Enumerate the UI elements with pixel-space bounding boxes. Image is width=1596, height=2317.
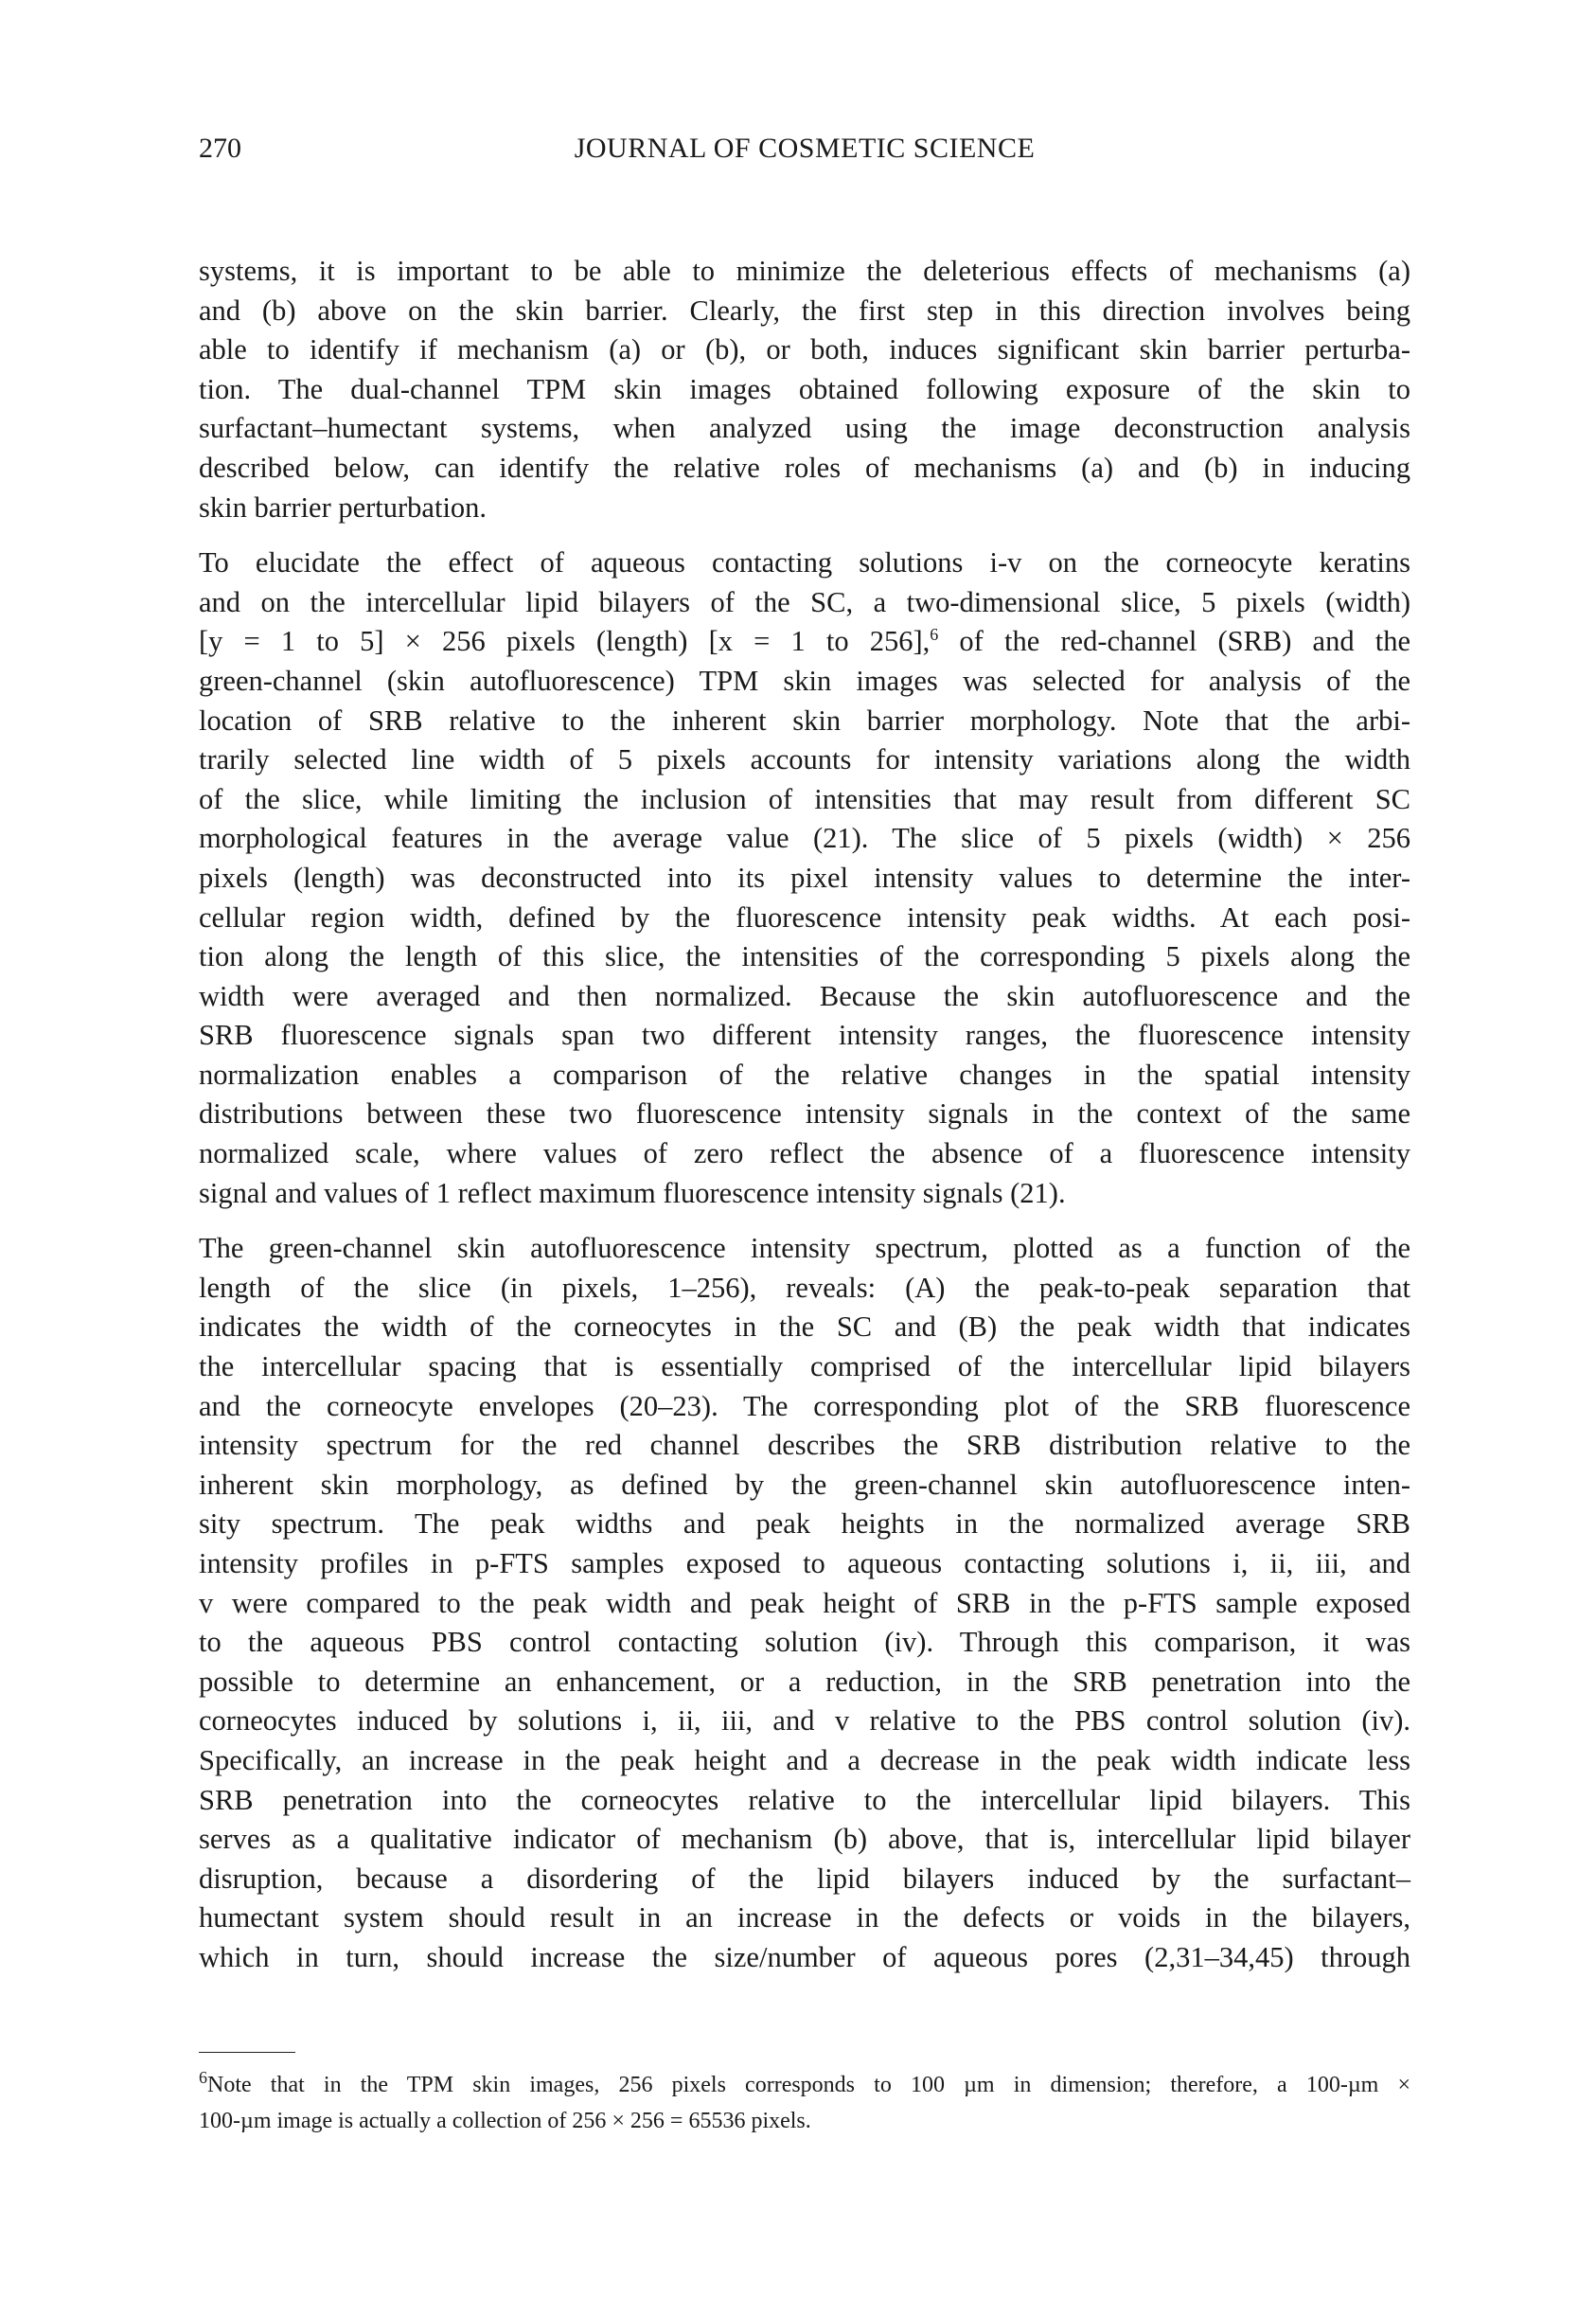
text-line: intensity profiles in p-FTS samples exposed to aqueous contacting solutions i, ii, iii, and [199,1547,1410,1579]
page-number: 270 [199,133,241,164]
text-line: SRB penetration into the corneocytes relative to the intercellular lipid bilayers. This [199,1783,1410,1816]
paragraph [199,252,1410,527]
text-line: [y = 1 to 5] × 256 pixels (length) [x = 1 to 256],$^6$ of the red-channel (SRB) and the [199,625,1410,658]
footnote-line: 100-µm image is actually a collection of 256 × 256 = 65536 pixels. [199,2109,811,2133]
page-header [199,133,1410,174]
text-line: signal and values of 1 reflect maximum fluorescence intensity signals (21). [199,1176,1066,1209]
text-line: systems, it is important to be able to minimize the deleterious effects of mechanisms (a) [199,255,1410,287]
text-line: Specifically, an increase in the peak height and a decrease in the peak width indicate less [199,1743,1410,1776]
text-line: tion along the length of this slice, the intensities of the corresponding 5 pixels along the [199,940,1410,973]
text-line: able to identify if mechanism (a) or (b), or both, induces significant skin barrier perturba- [199,333,1410,366]
footnote-marker: 6 [199,2068,207,2087]
text-line: normalized scale, where values of zero reflect the absence of a fluorescence intensity [199,1137,1410,1170]
text-line: v were compared to the peak width and peak height of SRB in the p-FTS sample exposed [199,1586,1410,1619]
text-line: and the corneocyte envelopes (20–23). The corresponding plot of the SRB fluorescence [199,1389,1410,1422]
running-title: JOURNAL OF COSMETIC SCIENCE [574,133,1036,164]
text-line: skin barrier perturbation. [199,490,488,524]
text-line: intensity spectrum for the red channel describes the SRB distribution relative to the [199,1429,1410,1462]
paragraph [199,1229,1410,1977]
text-line: trarily selected line width of 5 pixels accounts for intensity variations along the width [199,743,1410,776]
text-line: normalization enables a comparison of the relative changes in the spatial intensity [199,1058,1410,1091]
text-line: distributions between these two fluorescence intensity signals in the context of the same [199,1097,1410,1131]
text-line: SRB fluorescence signals span two different intensity ranges, the fluorescence intensity [199,1019,1410,1052]
text-line: morphological features in the average value (21). The slice of 5 pixels (width) × 256 [199,822,1410,855]
footnote-line [199,2067,1410,2103]
text-line: which in turn, should increase the size/number of aqueous pores (2,31–34,45) through [199,1940,1410,1973]
text-line: cellular region width, defined by the fluorescence intensity peak widths. At each posi- [199,900,1410,934]
text-line: disruption, because a disordering of the lipid bilayers induced by the surfactant– [199,1862,1410,1895]
footnote-reference[interactable]: 6 [930,625,939,645]
text-line: of the slice, while limiting the inclusion of intensities that may result from different SC [199,782,1410,815]
text-line: humectant system should result in an increase in the defects or voids in the bilayers, [199,1901,1410,1934]
text-line: corneocytes induced by solutions i, ii, iii, and v relative to the PBS control solution (iv). [199,1704,1410,1738]
text-line: and on the intercellular lipid bilayers of the SC, a two-dimensional slice, 5 pixels (width) [199,585,1410,618]
text-line: pixels (length) was deconstructed into its pixel intensity values to determine the inter- [199,861,1410,894]
text-line: and (b) above on the skin barrier. Clearly, the first step in this direction involves being [199,294,1410,327]
text-line: green-channel (skin autofluorescence) TPM skin images was selected for analysis of the [199,664,1410,697]
text-line: location of SRB relative to the inherent skin barrier morphology. Note that the arbi- [199,704,1410,737]
text-line: sity spectrum. The peak widths and peak heights in the normalized average SRB [199,1507,1410,1541]
text-line: length of the slice (in pixels, 1–256), reveals: (A) the peak-to-peak separation that [199,1271,1410,1304]
text-line: indicates the width of the corneocytes in the SC and (B) the peak width that indicates [199,1310,1410,1344]
text-line: surfactant–humectant systems, when analyzed using the image deconstruction analysis [199,412,1410,445]
paragraph [199,544,1410,1213]
body-text [199,252,1410,1994]
text-line: described below, can identify the relative roles of mechanisms (a) and (b) in inducing [199,451,1410,484]
text-line: inherent skin morphology, as defined by the green-channel skin autofluorescence inten- [199,1468,1410,1501]
text-line: width were averaged and then normalized. Because the skin autofluorescence and the [199,979,1410,1012]
footnote [199,2067,1410,2139]
text-line: to the aqueous PBS control contacting solution (iv). Through this comparison, it was [199,1626,1410,1659]
text-line: To elucidate the effect of aqueous contacting solutions i-v on the corneocyte keratins [199,546,1410,579]
footnote-divider [199,2052,295,2053]
text-line: the intercellular spacing that is essentially comprised of the intercellular lipid bilayers [199,1350,1410,1383]
text-line: possible to determine an enhancement, or a reduction, in the SRB penetration into the [199,1665,1410,1698]
footnote-text: Note that in the TPM skin images, 256 pixels corresponds to 100 µm in dimension; therefore, a 100-µm × [207,2073,1410,2097]
text-line: tion. The dual-channel TPM skin images obtained following exposure of the skin to [199,372,1410,405]
text-line: The green-channel skin autofluorescence intensity spectrum, plotted as a function of the [199,1232,1410,1265]
text-line: serves as a qualitative indicator of mechanism (b) above, that is, intercellular lipid bilayer [199,1823,1410,1856]
